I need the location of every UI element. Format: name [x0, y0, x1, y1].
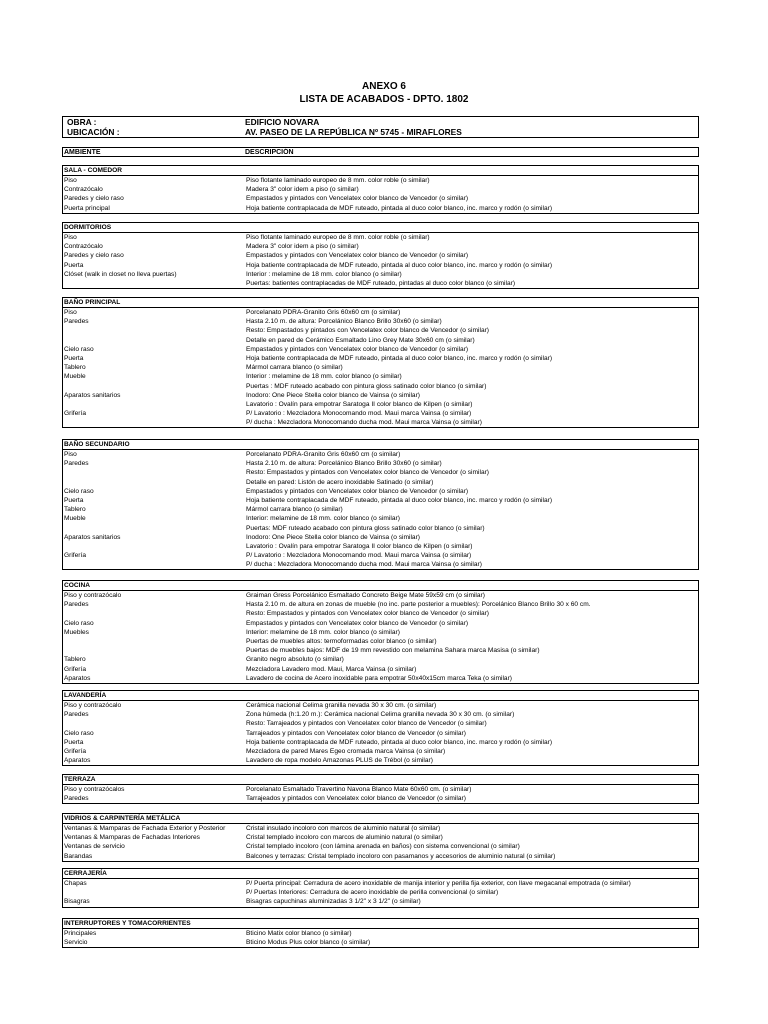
- table-row: [63, 308, 698, 317]
- descripcion-cell: Porcelanato PDRA-Granito Gris 60x60 cm (o similar): [246, 309, 401, 316]
- descripcion-cell: Interior: melamine de 18 mm. color blanco (o similar): [246, 515, 400, 523]
- descripcion-cell: Balcones y terrazas: Cristal templado incoloro con pasamanos y accesorios de aluminio natural (o similar): [246, 852, 556, 860]
- section-baño-secundario: [62, 439, 699, 570]
- ambiente-cell: Grifería: [64, 665, 86, 673]
- table-row: [63, 418, 698, 427]
- descripcion-cell: Porcelanato PDRA-Granito Gris 60x60 cm (o similar): [246, 451, 401, 458]
- table-row: [63, 674, 698, 683]
- section-cerrajería: [62, 868, 699, 908]
- table-row: [63, 879, 698, 888]
- ambiente-cell: Bisagras: [64, 898, 90, 906]
- ambiente-cell: [63, 637, 246, 646]
- table-row: [63, 533, 698, 542]
- table-row: [63, 591, 698, 600]
- table-row: [63, 194, 698, 203]
- table-row: [63, 628, 698, 637]
- table-row: [63, 450, 698, 459]
- section-title: VIDRIOS & CARPINTERÍA METÁLICA: [63, 814, 698, 824]
- table-row: [63, 852, 698, 861]
- ambiente-cell: Servicio: [64, 939, 88, 947]
- descripcion-cell: Bticino Matix color blanco (o similar): [246, 930, 352, 937]
- section-title: LAVANDERÍA: [63, 691, 698, 701]
- section-title: INTERRUPTORES Y TOMACORRIENTES: [63, 919, 698, 929]
- descripcion-cell: Granito negro absoluto (o similar): [246, 656, 344, 664]
- ambiente-cell: Piso: [64, 309, 77, 316]
- table-row: [63, 270, 698, 279]
- descripcion-cell: Madera 3" color idem a piso (o similar): [246, 186, 359, 194]
- descripcion-cell: Cristal templado incoloro (con lámina arenada en baños) con sistema convencional (o similar): [246, 843, 520, 851]
- ambiente-cell: Cielo raso: [64, 345, 94, 353]
- table-row: [63, 400, 698, 409]
- ambiente-cell: Cielo raso: [64, 729, 94, 737]
- descripcion-cell: P/ ducha : Mezcladora Monocomando ducha mod. Maui marca Vainsa (o similar): [246, 419, 482, 427]
- document-subtitle: LISTA DE ACABADOS - DPTO. 1802: [299, 94, 469, 105]
- descripcion-cell: Mármol carrara blanco (o similar): [246, 506, 343, 514]
- descripcion-cell: Tarrajeados y pintados con Vencelatex color blanco de Vencedor (o similar): [246, 795, 466, 803]
- section-sala-comedor: [62, 165, 699, 214]
- descripcion-cell: Hasta 2.10 m. de altura: Porcelánico Blanco Brillo 30x60 (o similar): [246, 318, 442, 326]
- section-baño-principal: [62, 297, 699, 428]
- descripcion-cell: Empastados y pintados con Vencelatex color blanco de Vencedor (o similar): [246, 487, 469, 495]
- section-lavandería: [62, 690, 699, 766]
- descripcion-cell: Madera 3" color idem a piso (o similar): [246, 243, 359, 251]
- ambiente-cell: Clóset (walk in closet no lleva puertas): [64, 270, 177, 278]
- table-row: [63, 185, 698, 194]
- ambiente-cell: Mueble: [64, 515, 86, 523]
- descripcion-cell: Interior : melamine de 18 mm. color blanco (o similar): [246, 270, 402, 278]
- section-interruptores-y-tomacorrientes: [62, 918, 699, 948]
- descripcion-cell: Puertas de muebles bajos: MDF de 19 mm revestido con melamina Sahara marca Masisa (o similar): [246, 647, 540, 655]
- ambiente-cell: [63, 542, 246, 551]
- table-row: [63, 938, 698, 947]
- ambiente-cell: [63, 478, 246, 487]
- ambiente-cell: Ventanas de servicio: [64, 843, 125, 851]
- column-header: [62, 147, 699, 157]
- ambiente-cell: [63, 646, 246, 655]
- ambiente-cell: Aparatos: [64, 674, 91, 682]
- ambiente-cell: Contrazócalo: [64, 186, 103, 194]
- ambiente-cell: [63, 719, 246, 728]
- ambiente-cell: Grifería: [64, 747, 86, 755]
- ambiente-cell: [63, 326, 246, 335]
- descripcion-cell: Piso flotante laminado europeo de 8 mm. color roble (o similar): [246, 234, 430, 241]
- ambiente-cell: [63, 382, 246, 391]
- ambiente-cell: Mueble: [64, 373, 86, 381]
- descripcion-cell: P/ Lavatorio : Mezcladora Monocomando mod. Maui marca Vainsa (o similar): [246, 552, 472, 560]
- ambiente-cell: Piso y contrazócalo: [64, 592, 122, 599]
- table-row: [63, 655, 698, 664]
- table-row: [63, 459, 698, 468]
- table-row: [63, 609, 698, 618]
- section-vidrios-carpintería-metálica: [62, 813, 699, 862]
- ambiente-cell: Principales: [64, 930, 97, 937]
- section-title: BAÑO PRINCIPAL: [63, 298, 698, 308]
- table-row: [63, 468, 698, 477]
- table-row: [63, 619, 698, 628]
- ambiente-cell: Grifería: [64, 410, 86, 418]
- ambiente-cell: Tablero: [64, 364, 86, 372]
- ubicacion-value: AV. PASEO DE LA REPÚBLICA Nº 5745 - MIRAFLORES: [245, 127, 462, 137]
- descripcion-cell: P/ ducha : Mezcladora Monocomando ducha mod. Maui marca Vainsa (o similar): [246, 561, 482, 569]
- table-row: [63, 496, 698, 505]
- descripcion-cell: Resto: Tarrajeados y pintados con Vencelatex color blanco de Vencedor (o similar): [246, 720, 487, 728]
- table-row: [63, 637, 698, 646]
- section-dormitorios: [62, 222, 699, 289]
- table-row: [63, 929, 698, 938]
- table-row: [63, 794, 698, 803]
- ambiente-cell: Contrazócalo: [64, 243, 103, 251]
- descripcion-cell: Piso flotante laminado europeo de 8 mm. color roble (o similar): [246, 177, 430, 184]
- descripcion-cell: Mezcladora Lavadero mod. Maui, Marca Vainsa (o similar): [246, 665, 417, 673]
- descripcion-cell: Empastados y pintados con Vencelatex color blanco de Vencedor (o similar): [246, 345, 469, 353]
- table-row: [63, 542, 698, 551]
- descripcion-cell: Cristal insulado incoloro con marcos de aluminio natural (o similar): [246, 825, 441, 832]
- table-row: [63, 363, 698, 372]
- ambiente-cell: [63, 468, 246, 477]
- descripcion-cell: Interior: melamine de 18 mm. color blanco (o similar): [246, 628, 400, 636]
- table-row: [63, 551, 698, 560]
- table-row: [63, 478, 698, 487]
- descripcion-cell: Puertas: batientes contraplacadas de MDF ruteado, pintadas al duco color blanco (o similar): [246, 279, 516, 287]
- ambiente-cell: Piso: [64, 177, 77, 184]
- table-row: [63, 391, 698, 400]
- table-row: [63, 372, 698, 381]
- ambiente-cell: Paredes: [64, 318, 89, 326]
- table-row: [63, 204, 698, 213]
- descripcion-cell: Lavadero de ropa modelo Amazonas PLUS de Trébol (o similar): [246, 757, 433, 765]
- table-row: [63, 824, 698, 833]
- table-row: [63, 524, 698, 533]
- descripcion-cell: Interior : melamine de 18 mm. color blanco (o similar): [246, 373, 402, 381]
- table-row: [63, 233, 698, 242]
- descripcion-cell: Hasta 2.10 m. de altura en zonas de mueble (no inc. parte posterior a muebles): Porcelánico Blanco Brillo 30 x 60 cm.: [246, 601, 591, 609]
- ambiente-cell: [63, 418, 246, 427]
- ambiente-cell: Paredes: [64, 601, 89, 609]
- section-title: BAÑO SECUNDARIO: [63, 440, 698, 450]
- table-row: [63, 738, 698, 747]
- section-title: DORMITORIOS: [63, 223, 698, 233]
- section-cocina: [62, 580, 699, 684]
- table-row: [63, 646, 698, 655]
- descripcion-cell: Graiman Gress Porcelánico Esmaltado Concreto Beige Mate 59x59 cm (o similar): [246, 592, 485, 599]
- ambiente-cell: [63, 400, 246, 409]
- ambiente-cell: [63, 524, 246, 533]
- table-row: [63, 514, 698, 523]
- descripcion-cell: Puertas : MDF ruteado acabado con pintura gloss satinado color blanco (o similar): [246, 382, 487, 390]
- table-row: [63, 719, 698, 728]
- table-row: [63, 261, 698, 270]
- descripcion-cell: Mármol carrara blanco (o similar): [246, 364, 343, 372]
- ambiente-cell: Paredes: [64, 460, 89, 468]
- ambiente-cell: Piso: [64, 451, 77, 458]
- table-row: [63, 665, 698, 674]
- descripcion-cell: Hasta 2.10 m. de altura: Porcelánico Blanco Brillo 30x60 (o similar): [246, 460, 442, 468]
- ambiente-cell: Puerta: [64, 738, 84, 746]
- descripcion-cell: Puertas: MDF ruteado acabado con pintura gloss satinado color blanco (o similar): [246, 524, 485, 532]
- descripcion-cell: Inodoro: One Piece Stella color blanco de Vainsa (o similar): [246, 533, 420, 541]
- table-row: [63, 729, 698, 738]
- descripcion-cell: Zona húmeda (h:1.20 m.): Cerámica nacional Celima granilla nevada 30 x 30 cm. (o similar): [246, 711, 515, 719]
- table-row: [63, 888, 698, 897]
- table-row: [63, 842, 698, 851]
- section-terraza: [62, 774, 699, 804]
- ambiente-cell: [63, 336, 246, 345]
- ambiente-cell: [63, 609, 246, 618]
- ambiente-cell: [63, 279, 246, 288]
- descripcion-cell: Hoja batiente contraplacada de MDF ruteado, pintada al duco color blanco, inc. marco y rodón (o similar): [246, 204, 553, 212]
- table-row: [63, 382, 698, 391]
- ambiente-cell: Aparatos sanitarios: [64, 533, 121, 541]
- ambiente-cell: Tablero: [64, 656, 86, 664]
- obra-value: EDIFICIO NOVARA: [245, 117, 320, 127]
- table-row: [63, 345, 698, 354]
- table-row: [63, 409, 698, 418]
- ambiente-cell: Puerta: [64, 261, 84, 269]
- ubicacion-label: UBICACIÓN :: [67, 127, 120, 137]
- table-row: [63, 600, 698, 609]
- table-row: [63, 833, 698, 842]
- descripcion-cell: Lavadero de cocina de Acero inoxidable para empotrar 50x40x15cm marca Teka (o similar): [246, 674, 512, 682]
- section-title: TERRAZA: [63, 775, 698, 785]
- descripcion-cell: Puertas de muebles altos: termoformadas color blanco (o similar): [246, 637, 437, 645]
- descripcion-cell: Mezcladora de pared Mares Egeo cromada marca Vainsa (o similar): [246, 747, 446, 755]
- ambiente-cell: [63, 560, 246, 569]
- descripcion-cell: Lavatorio : Ovalín para empotrar Saratoga II color blanco de Kilpen (o similar): [246, 542, 473, 550]
- ambiente-cell: Ventanas & Mamparas de Fachada Exterior y Posterior: [64, 825, 226, 832]
- descripcion-cell: P/ Puertas Interiores: Cerradura de acero inoxidable de perilla convencional (o similar): [246, 889, 499, 897]
- table-row: [63, 785, 698, 794]
- ambiente-cell: Cielo raso: [64, 619, 94, 627]
- descripcion-cell: Hoja batiente contraplacada de MDF ruteado, pintada al duco color blanco, inc. marco y rodón (o similar): [246, 738, 553, 746]
- ambiente-cell: Ventanas & Mamparas de Fachadas Interiores: [64, 834, 200, 842]
- descripcion-cell: Inodoro: One Piece Stella color blanco de Vainsa (o similar): [246, 391, 420, 399]
- table-row: [63, 487, 698, 496]
- descripcion-cell: Empastados y pintados con Vencelatex color blanco de Vencedor (o similar): [246, 195, 469, 203]
- table-row: [63, 336, 698, 345]
- document-title: ANEXO 6: [362, 81, 406, 92]
- ambiente-cell: Cielo raso: [64, 487, 94, 495]
- descripcion-cell: Tarrajeados y pintados con Vencelatex color blanco de Vencedor (o similar): [246, 729, 466, 737]
- table-row: [63, 317, 698, 326]
- ambiente-cell: Piso y contrazócalo: [64, 702, 122, 709]
- descripcion-cell: Hoja batiente contraplacada de MDF ruteado, pintada al duco color blanco, inc. marco y rodón (o similar): [246, 354, 553, 362]
- table-row: [63, 701, 698, 710]
- table-row: [63, 560, 698, 569]
- column-ambiente: AMBIENTE: [64, 149, 101, 156]
- ambiente-cell: Barandas: [64, 852, 93, 860]
- descripcion-cell: Hoja batiente contraplacada de MDF ruteado, pintada al duco color blanco, inc. marco y rodón (o similar): [246, 261, 553, 269]
- table-row: [63, 756, 698, 765]
- ambiente-cell: Paredes y cielo raso: [64, 195, 124, 203]
- ambiente-cell: Piso y contrazócalos: [64, 786, 125, 793]
- descripcion-cell: Detalle en pared de Cerámico Esmaltado Lino Grey Mate 30x60 cm (o similar): [246, 336, 475, 344]
- table-row: [63, 251, 698, 260]
- table-row: [63, 279, 698, 288]
- descripcion-cell: P/ Puerta principal: Cerradura de acero inoxidable de manija interior y perilla fija exterior, con llave megacanal empotrada (o similar): [246, 880, 631, 887]
- descripcion-cell: Hoja batiente contraplacada de MDF ruteado, pintada al duco color blanco, inc. marco y rodón (o similar): [246, 496, 553, 504]
- descripcion-cell: P/ Lavatorio : Mezcladora Monocomando mod. Maui marca Vainsa (o similar): [246, 410, 472, 418]
- descripcion-cell: Resto: Empastados y pintados con Vencelatex color blanco de Vencedor (o similar): [246, 610, 490, 618]
- ambiente-cell: Aparatos: [64, 757, 91, 765]
- column-descripcion: DESCRIPCIÓN: [245, 149, 294, 156]
- table-row: [63, 354, 698, 363]
- descripcion-cell: Cerámica nacional Celima granilla nevada 30 x 30 cm. (o similar): [246, 702, 437, 709]
- ambiente-cell: Piso: [64, 234, 77, 241]
- ambiente-cell: Aparatos sanitarios: [64, 391, 121, 399]
- descripcion-cell: Empastados y pintados con Vencelatex color blanco de Vencedor (o similar): [246, 252, 469, 260]
- descripcion-cell: Lavatorio : Ovalín para empotrar Saratoga II color blanco de Kilpen (o similar): [246, 400, 473, 408]
- ambiente-cell: Paredes: [64, 711, 89, 719]
- descripcion-cell: Cristal templado incoloro con marcos de aluminio natural (o similar): [246, 834, 443, 842]
- ambiente-cell: Tablero: [64, 506, 86, 514]
- descripcion-cell: Bisagras capuchinas aluminizadas 3 1/2" x 3 1/2" (o similar): [246, 898, 421, 906]
- section-title: COCINA: [63, 581, 698, 591]
- table-row: [63, 242, 698, 251]
- descripcion-cell: Bticino Modus Plus color blanco (o similar): [246, 939, 371, 947]
- ambiente-cell: Paredes y cielo raso: [64, 252, 124, 260]
- ambiente-cell: Puerta: [64, 496, 84, 504]
- table-row: [63, 326, 698, 335]
- ambiente-cell: Puerta principal: [64, 204, 110, 212]
- descripcion-cell: Resto: Empastados y pintados con Vencelatex color blanco de Vencedor (o similar): [246, 327, 490, 335]
- table-row: [63, 710, 698, 719]
- ambiente-cell: Grifería: [64, 552, 86, 560]
- table-row: [63, 176, 698, 185]
- ambiente-cell: Chapas: [64, 880, 87, 887]
- table-row: [63, 505, 698, 514]
- ambiente-cell: [63, 888, 246, 897]
- obra-label: OBRA :: [67, 117, 97, 127]
- descripcion-cell: Porcelanato Esmaltado Travertino Navona Blanco Mate 60x60 cm. (o similar): [246, 786, 472, 793]
- ambiente-cell: Muebles: [64, 628, 89, 636]
- section-title: CERRAJERÍA: [63, 869, 698, 879]
- table-row: [63, 897, 698, 906]
- ambiente-cell: Puerta: [64, 354, 84, 362]
- descripcion-cell: Resto: Empastados y pintados con Vencelatex color blanco de Vencedor (o similar): [246, 469, 490, 477]
- ambiente-cell: Paredes: [64, 795, 89, 803]
- section-title: SALA - COMEDOR: [63, 166, 698, 176]
- descripcion-cell: Empastados y pintados con Vencelatex color blanco de Vencedor (o similar): [246, 619, 469, 627]
- table-row: [63, 747, 698, 756]
- descripcion-cell: Detalle en pared: Listón de acero inoxidable Satinado (o similar): [246, 478, 434, 486]
- project-info-box: [62, 116, 699, 138]
